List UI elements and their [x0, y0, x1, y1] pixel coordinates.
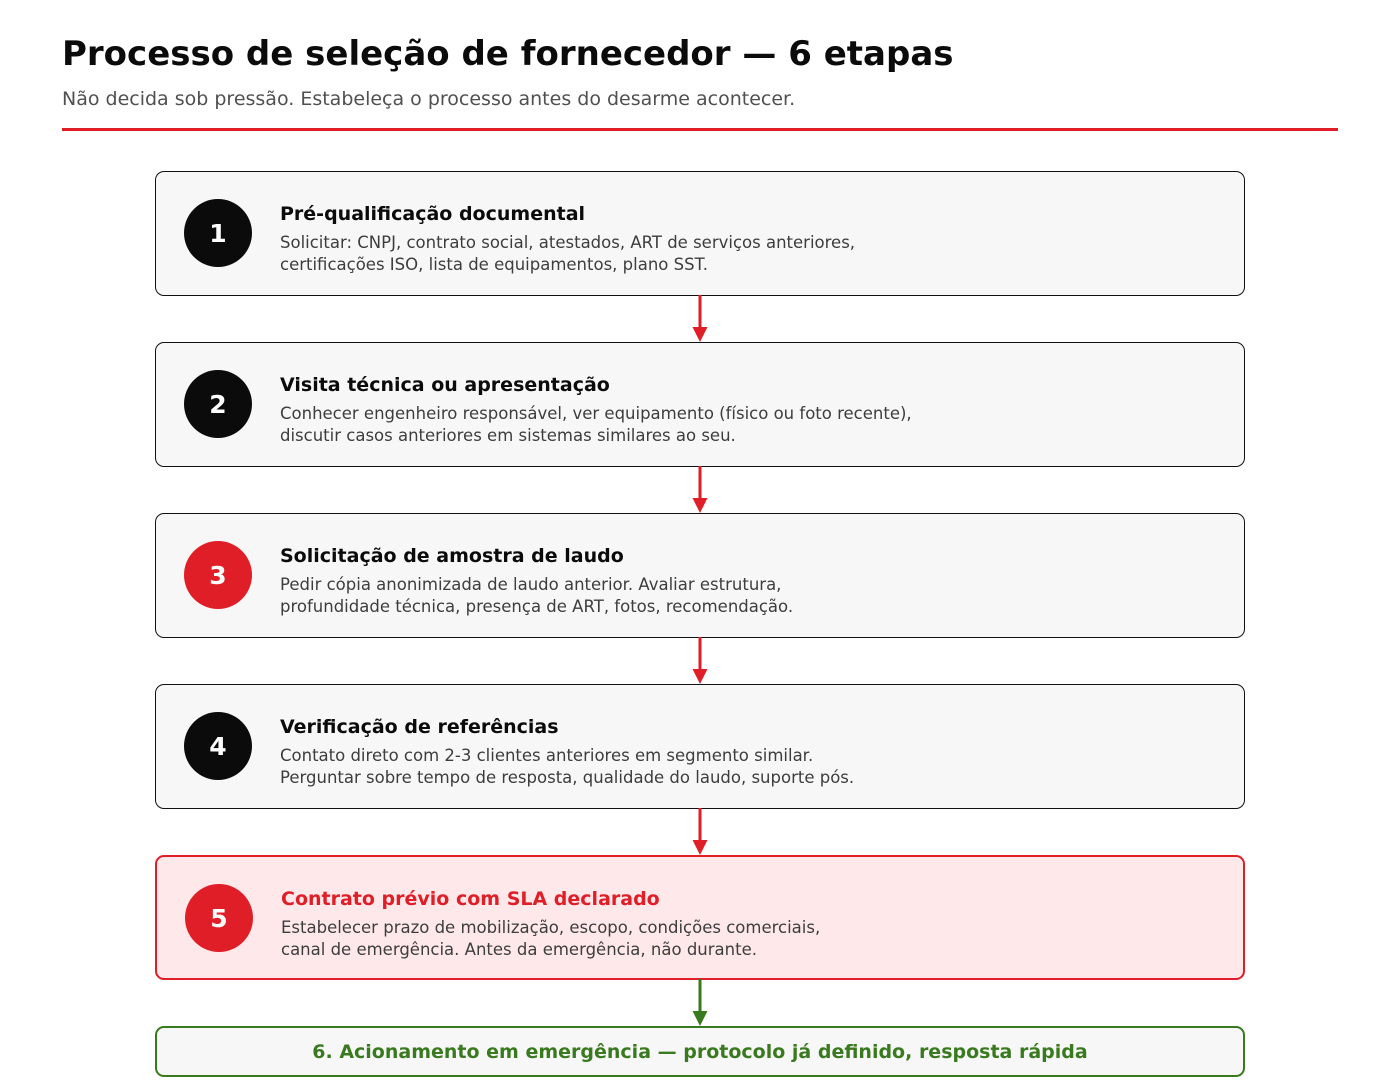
page-title: Processo de seleção de fornecedor — 6 etapas — [62, 34, 954, 74]
step-card-2 — [155, 342, 1245, 467]
header-divider — [62, 128, 1338, 131]
step-description-line: Solicitar: CNPJ, contrato social, atestados, ART de serviços anteriores, — [280, 233, 856, 252]
header-divider-line — [62, 128, 1338, 131]
step-description-line: Perguntar sobre tempo de resposta, qualidade do laudo, suporte pós. — [280, 768, 855, 787]
step-card-5 — [155, 855, 1245, 980]
flow-arrow-5-6 — [690, 979, 710, 1027]
step-number: 1 — [209, 218, 227, 248]
final-step-card — [155, 1026, 1245, 1077]
arrow-head — [693, 1011, 708, 1026]
step-description-line: profundidade técnica, presença de ART, fotos, recomendação. — [280, 597, 794, 616]
flow-arrow-1-2 — [690, 295, 710, 343]
step-number: 2 — [209, 389, 227, 419]
step-description-line: Contato direto com 2-3 clientes anteriores em segmento similar. — [280, 746, 814, 765]
step-title: Solicitação de amostra de laudo — [280, 545, 624, 567]
step-number: 4 — [209, 731, 227, 761]
step-card-4 — [155, 684, 1245, 809]
step-number-badge — [185, 884, 253, 952]
step-description-line: canal de emergência. Antes da emergência, não durante. — [281, 940, 757, 959]
step-number-badge — [184, 370, 252, 438]
arrow-head — [693, 498, 708, 513]
final-step-text: 6. Acionamento em emergência — protocolo já definido, resposta rápida — [312, 1040, 1088, 1063]
step-description-line: certificações ISO, lista de equipamentos, plano SST. — [280, 255, 708, 274]
step-number: 5 — [210, 903, 228, 933]
page-subtitle: Não decida sob pressão. Estabeleça o processo antes do desarme acontecer. — [62, 88, 796, 110]
step-description — [280, 745, 1220, 789]
step-description-line: Estabelecer prazo de mobilização, escopo, condições comerciais, — [281, 918, 821, 937]
step-description — [280, 232, 1220, 276]
arrow-head — [693, 669, 708, 684]
step-description-line: discutir casos anteriores em sistemas similares ao seu. — [280, 426, 736, 445]
step-description — [280, 574, 1220, 618]
step-card-3 — [155, 513, 1245, 638]
step-description — [281, 917, 1221, 961]
step-title: Visita técnica ou apresentação — [280, 374, 610, 396]
flow-arrow-3-4 — [690, 637, 710, 685]
step-card-1 — [155, 171, 1245, 296]
step-number-badge — [184, 541, 252, 609]
arrow-head — [693, 327, 708, 342]
step-number-badge — [184, 712, 252, 780]
step-description-line: Conhecer engenheiro responsável, ver equipamento (físico ou foto recente), — [280, 404, 912, 423]
step-title: Verificação de referências — [280, 716, 559, 738]
step-description — [280, 403, 1220, 447]
step-number: 3 — [209, 560, 227, 590]
flow-arrow-4-5 — [690, 808, 710, 856]
arrow-head — [693, 840, 708, 855]
flow-arrow-2-3 — [690, 466, 710, 514]
step-description-line: Pedir cópia anonimizada de laudo anterior. Avaliar estrutura, — [280, 575, 782, 594]
step-number-badge — [184, 199, 252, 267]
step-title: Pré-qualificação documental — [280, 203, 586, 225]
step-title: Contrato prévio com SLA declarado — [281, 888, 660, 910]
